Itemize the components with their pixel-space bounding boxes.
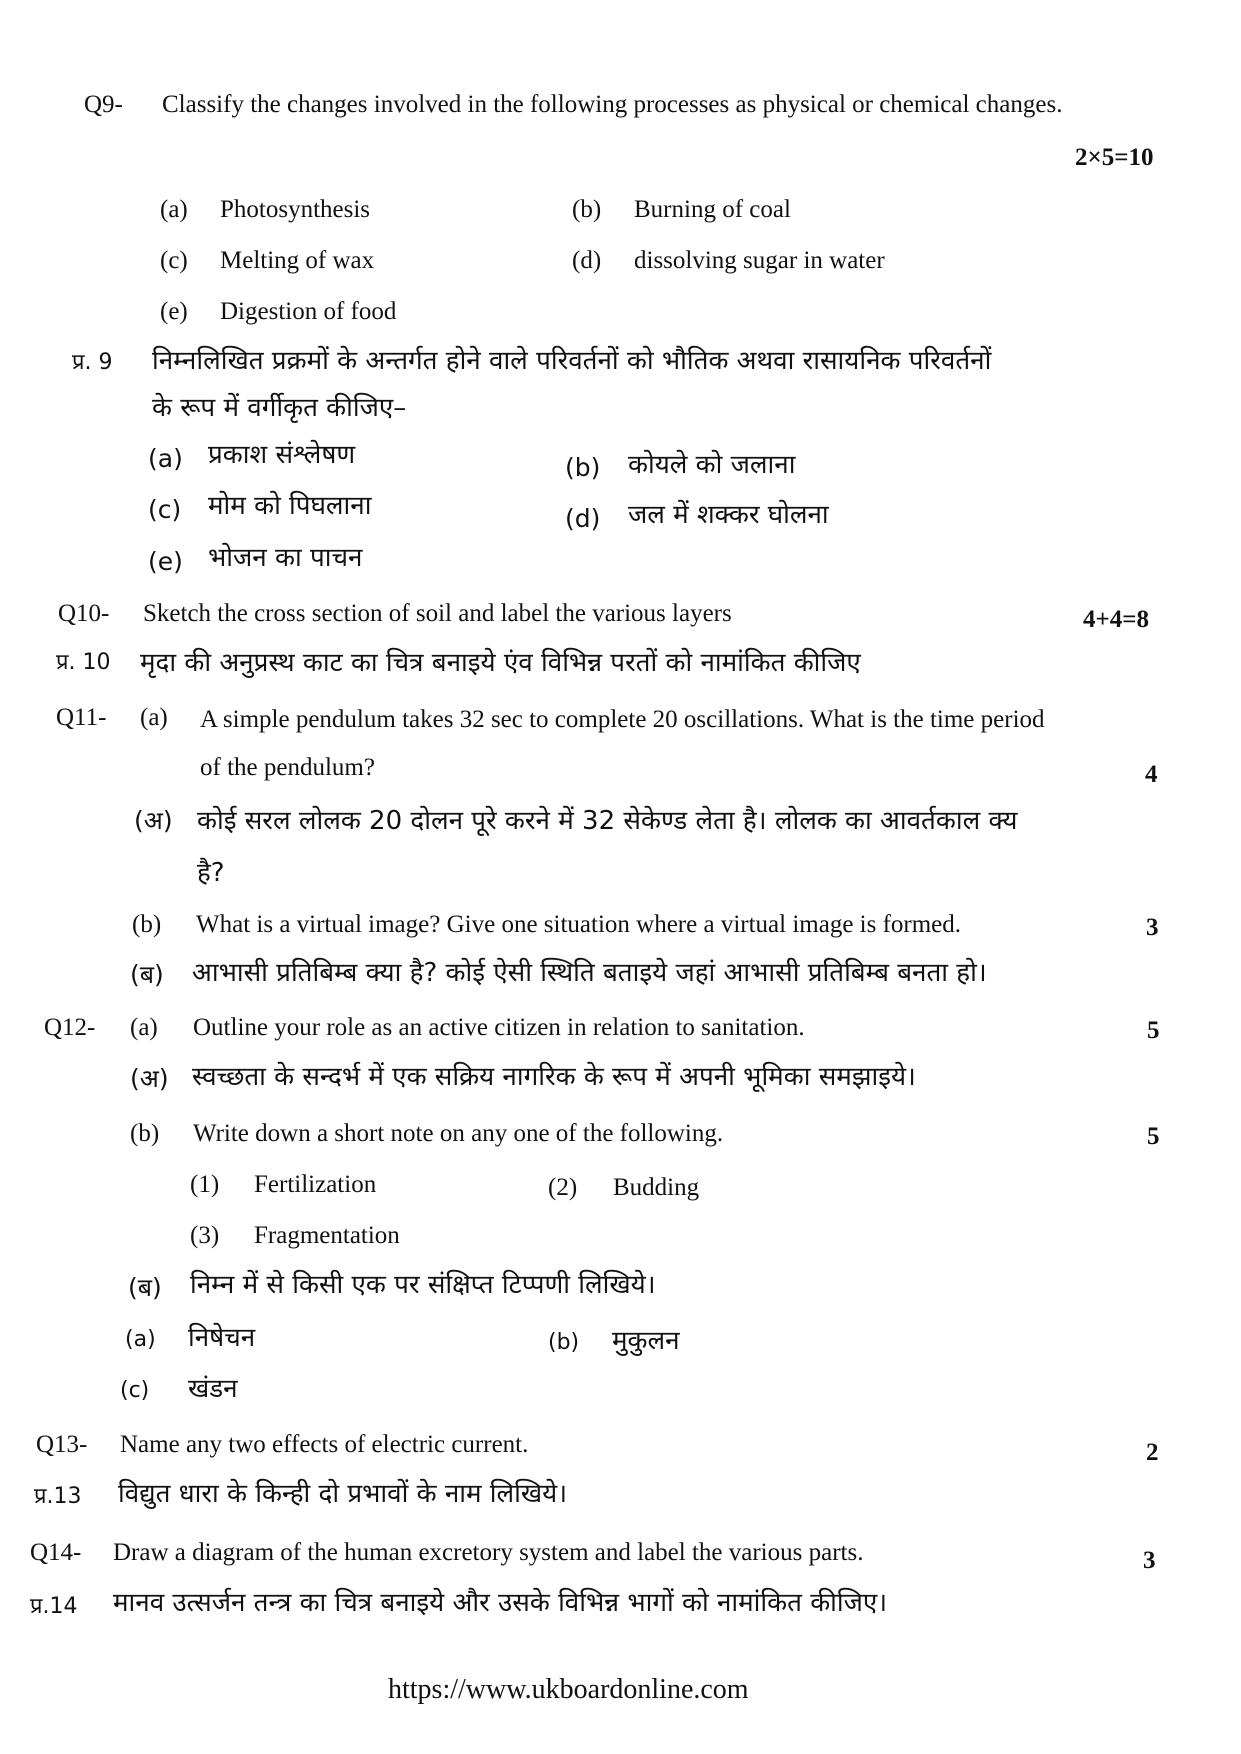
q9-option-label: (b) xyxy=(572,196,602,223)
q11a-hi-question-line2: है? xyxy=(197,858,225,888)
p9-option-label: (c) xyxy=(148,495,182,524)
footer-url[interactable]: https://www.ukboardonline.com xyxy=(388,1674,749,1705)
q12b-hi-option-text: खंडन xyxy=(188,1374,238,1404)
p14-number: प्र.14 xyxy=(30,1594,78,1619)
p9-option-label: (e) xyxy=(148,547,183,576)
p9-option-text: भोजन का पाचन xyxy=(208,543,363,573)
p9-option-text: मोम को पिघलाना xyxy=(208,491,372,521)
q11a-question-line2: of the pendulum? xyxy=(200,754,375,781)
q11b-hi-question: आभासी प्रतिबिम्ब क्या है? कोई ऐसी स्थिति बताइये जहां आभासी प्रतिबिम्ब बनता हो। xyxy=(192,958,987,988)
p9-option-label: (d) xyxy=(565,504,601,533)
q12b-option-label: (3) xyxy=(190,1222,220,1249)
q12b-option-label: (1) xyxy=(190,1171,220,1198)
q12a-hi-label: (अ) xyxy=(130,1064,169,1093)
p13-number: प्र.13 xyxy=(34,1484,82,1509)
q11a-question-line1: A simple pendulum takes 32 sec to complete 20 oscillations. What is the time period xyxy=(200,706,1045,733)
q12a-label: (a) xyxy=(130,1014,158,1041)
q11b-marks: 3 xyxy=(1146,914,1159,941)
q12b-option-text: Fertilization xyxy=(254,1171,377,1198)
q10-number: Q10- xyxy=(58,600,110,627)
q9-option-text: Melting of wax xyxy=(220,247,375,274)
q9-number: Q9- xyxy=(84,91,123,118)
q9-option-label: (a) xyxy=(160,196,188,223)
q9-option-label: (d) xyxy=(572,247,602,274)
q12b-option-label: (2) xyxy=(548,1174,578,1201)
q9-option-text: Photosynthesis xyxy=(220,196,371,223)
q14-marks: 3 xyxy=(1143,1547,1156,1574)
p9-option-label: (a) xyxy=(148,444,183,473)
q9-option-label: (c) xyxy=(160,247,188,274)
q9-question: Classify the changes involved in the following processes as physical or chemical changes. xyxy=(162,91,1063,118)
q12b-label: (b) xyxy=(130,1120,160,1147)
q10-question: Sketch the cross section of soil and label the various layers xyxy=(143,600,732,627)
p9-option-label: (b) xyxy=(565,453,601,482)
q12b-hi-question: निम्न में से किसी एक पर संक्षिप्त टिप्पणी लिखिये। xyxy=(190,1270,656,1300)
q12b-hi-option-label: (b) xyxy=(548,1330,580,1355)
p9-option-text: प्रकाश संश्लेषण xyxy=(208,440,356,470)
q9-option-text: dissolving sugar in water xyxy=(634,247,885,274)
p9-number: प्र. 9 xyxy=(72,350,113,375)
q14-number: Q14- xyxy=(30,1539,82,1566)
q9-option-label: (e) xyxy=(160,298,188,325)
q10-marks: 4+4=8 xyxy=(1083,606,1149,633)
q9-option-text: Digestion of food xyxy=(220,298,397,325)
q11-number: Q11- xyxy=(56,704,107,731)
q12-number: Q12- xyxy=(44,1014,96,1041)
q11a-marks: 4 xyxy=(1145,761,1158,788)
q9-option-text: Burning of coal xyxy=(634,196,791,223)
q12b-hi-option-label: (a) xyxy=(125,1327,156,1352)
p13-question: विद्युत धारा के किन्ही दो प्रभावों के नाम लिखिये। xyxy=(118,1479,568,1509)
q13-number: Q13- xyxy=(36,1431,88,1458)
q11b-hi-label: (ब) xyxy=(130,960,164,989)
p14-question: मानव उत्सर्जन तन्त्र का चित्र बनाइये और उसके विभिन्न भागों को नामांकित कीजिए। xyxy=(113,1588,888,1618)
q11a-hi-question-line1: कोई सरल लोलक 20 दोलन पूरे करने में 32 सेकेण्ड लेता है। लोलक का आवर्तकाल क्य xyxy=(197,806,1018,836)
q9-marks: 2×5=10 xyxy=(1075,144,1154,171)
q12b-hi-option-text: मुकुलन xyxy=(612,1326,680,1356)
q12b-marks: 5 xyxy=(1147,1123,1160,1150)
q13-question: Name any two effects of electric current. xyxy=(120,1431,529,1458)
q12b-question: Write down a short note on any one of the following. xyxy=(193,1120,724,1147)
p9-option-text: कोयले को जलाना xyxy=(628,450,796,480)
p10-number: प्र. 10 xyxy=(56,650,111,675)
p9-question-line2: के रूप में वर्गीकृत कीजिए– xyxy=(152,393,407,423)
p9-question-line1: निम्नलिखित प्रक्रमों के अन्तर्गत होने वाले परिवर्तनों को भौतिक अथवा रासायनिक परिवर्तनों xyxy=(152,346,992,376)
q13-marks: 2 xyxy=(1146,1439,1159,1466)
q12b-option-text: Fragmentation xyxy=(254,1222,400,1249)
q12a-marks: 5 xyxy=(1147,1017,1160,1044)
q12b-hi-option-text: निषेचन xyxy=(188,1323,256,1353)
q12b-hi-option-label: (c) xyxy=(120,1378,150,1403)
q11a-label: (a) xyxy=(140,704,168,731)
q11b-label: (b) xyxy=(132,911,162,938)
q11a-hi-label: (अ) xyxy=(134,806,173,835)
p10-question: मृदा की अनुप्रस्थ काट का चित्र बनाइये एंव विभिन्न परतों को नामांकित कीजिए xyxy=(140,648,861,678)
q11b-question: What is a virtual image? Give one situation where a virtual image is formed. xyxy=(196,911,962,938)
q12b-option-text: Budding xyxy=(613,1174,700,1201)
q12b-hi-label: (ब) xyxy=(128,1273,162,1302)
q12a-question: Outline your role as an active citizen in relation to sanitation. xyxy=(193,1014,805,1041)
p9-option-text: जल में शक्कर घोलना xyxy=(628,500,829,530)
q12a-hi-question: स्वच्छता के सन्दर्भ में एक सक्रिय नागरिक के रूप में अपनी भूमिका समझाइये। xyxy=(192,1062,916,1092)
q14-question: Draw a diagram of the human excretory system and label the various parts. xyxy=(113,1539,864,1566)
